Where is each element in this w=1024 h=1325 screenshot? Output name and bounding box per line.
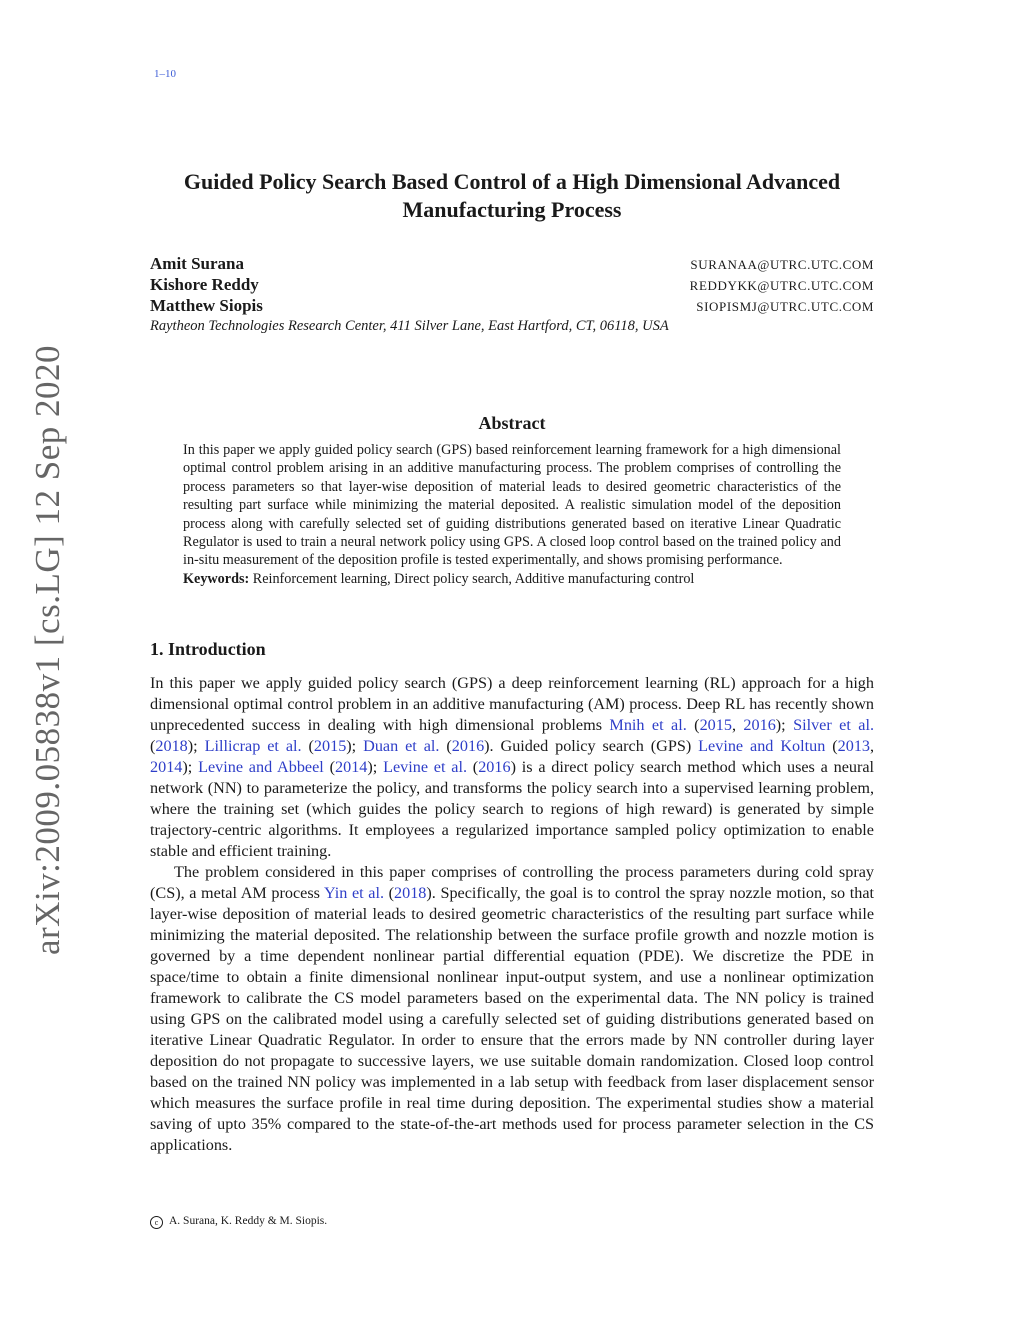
- text-run: );: [775, 716, 794, 734]
- text-run: (: [825, 737, 838, 755]
- text-run: ,: [731, 716, 744, 734]
- text-run: ). Guided policy search (GPS): [484, 737, 699, 755]
- text-run: (: [686, 716, 700, 734]
- abstract-heading: Abstract: [478, 413, 546, 433]
- intro-paragraph-1: [150, 673, 874, 862]
- title-line-1: Guided Policy Search Based Control of a High Dimensional Advanced: [183, 169, 841, 194]
- text-run: ) is a direct policy search method which uses a neural network (NN) to parameterize the policy, and transforms the policy search into a supervised learning problem, where the training set (which guides the policy search to regions of high reward) is generated by simple trajectory-centric algorithms. It employees a regularized importance sampled policy optimization to enable stable and efficient training.: [150, 758, 875, 860]
- text-run: (: [150, 737, 156, 755]
- text-run: );: [182, 758, 199, 776]
- citation-link[interactable]: 2018: [155, 737, 188, 755]
- author-row: [150, 275, 874, 296]
- author-row: [150, 296, 874, 317]
- text-run: ,: [870, 737, 875, 755]
- abstract-body: [183, 441, 841, 588]
- citation-link[interactable]: Mnih et al.: [609, 716, 687, 734]
- title-line-2: Manufacturing Process: [402, 197, 622, 222]
- citation-link[interactable]: Duan et al.: [363, 737, 440, 755]
- author-email[interactable]: REDDYKK@UTRC.UTC.COM: [689, 278, 874, 293]
- affiliation: Raytheon Technologies Research Center, 411 Silver Lane, East Hartford, CT, 06118, USA: [150, 318, 669, 334]
- citation-link[interactable]: 2014: [335, 758, 368, 776]
- paper-title: [150, 168, 874, 224]
- citation-link[interactable]: 2018: [394, 884, 427, 902]
- introduction-body: [150, 673, 874, 1156]
- citation-link[interactable]: 2013: [837, 737, 870, 755]
- keywords: [183, 570, 841, 588]
- text-run: (: [301, 737, 314, 755]
- footer-text: A. Surana, K. Reddy & M. Siopis.: [169, 1215, 328, 1227]
- abstract-text: In this paper we apply guided policy search (GPS) based reinforcement learning framework for a high dimensional optimal control problem arising in an additive manufacturing process. The problem comprises of controlling the process parameters so that layer-wise deposition of material leads to desired geometric characteristics of the resulting part surface while minimizing the material deposited. A realistic simulation model of the deposition process along with carefully selected set of guiding distributions generated based on iterative Linear Quadratic Regulator is used to train a neural network policy using GPS. A closed loop control based on the trained policy and in-situ measurement of the deposition profile is tested experimentally, and shows promising performance.: [183, 442, 841, 569]
- author-name: Kishore Reddy: [150, 275, 259, 294]
- citation-link[interactable]: 2016: [451, 737, 485, 755]
- citation-link[interactable]: 2014: [150, 758, 183, 776]
- citation-link[interactable]: Yin et al.: [323, 884, 384, 902]
- citation-link[interactable]: 2016: [743, 716, 776, 734]
- intro-paragraph-2: [150, 862, 874, 1156]
- text-run: (: [323, 758, 335, 776]
- text-run: (: [439, 737, 452, 755]
- text-run: The problem considered in this paper comprises of controlling the process parameters during cold spray (CS), a metal AM process: [150, 863, 874, 902]
- author-email[interactable]: SIOPISMJ@UTRC.UTC.COM: [696, 299, 874, 314]
- keywords-list: Reinforcement learning, Direct policy search, Additive manufacturing control: [252, 570, 695, 587]
- author-block: [150, 254, 874, 335]
- citation-link[interactable]: 2015: [313, 737, 347, 755]
- text-run: );: [346, 737, 364, 755]
- text-run: In this paper we apply guided policy search (GPS) a deep reinforcement learning (RL) approach for a high dimensional optimal control problem in an additive manufacturing (AM) process. Deep RL has recently shown unprecedented success in dealing with high dimensional problems: [150, 674, 874, 734]
- citation-link[interactable]: 2016: [478, 758, 511, 776]
- citation-link[interactable]: Levine et al.: [383, 758, 467, 776]
- citation-link[interactable]: Lillicrap et al.: [204, 737, 302, 755]
- copyright-footer: [150, 1215, 327, 1229]
- section-heading-introduction: 1. Introduction: [150, 639, 266, 659]
- text-run: );: [187, 737, 205, 755]
- text-run: (: [467, 758, 479, 776]
- text-run: ). Specifically, the goal is to control the spray nozzle motion, so that layer-wise deposition of material leads to desired geometric characteristics of the resulting part surface while minimizing the material deposited. The relationship between the surface profile growth and nozzle motion is governed by a time dependent nonlinear partial differential equation (PDE). We discretize the PDE in space/time to obtain a finite dimensional nonlinear input-output system, and use a nonlinear optimization framework to calibrate the CS model parameters based on the experimental data. The NN policy is trained using GPS on the calibrated model using a carefully selected set of guiding distributions generated based on iterative Linear Quadratic Regulator. In order to ensure that the errors made by NN controller during layer deposition do not propagate to successive layers, we use suitable domain randomization. Closed loop control based on the trained NN policy was implemented in a lab setup with feedback from laser displacement sensor which measures the surface profile in real time during deposition. The experimental studies show a material saving of upto 35% compared to the state-of-the-art methods used for process parameter selection in the CS applications.: [150, 884, 875, 1154]
- citation-link[interactable]: 2015: [699, 716, 732, 734]
- keywords-label: Keywords:: [183, 570, 250, 587]
- page-number: 1–10: [154, 68, 176, 80]
- citation-link[interactable]: Levine and Koltun: [698, 737, 826, 755]
- author-name: Matthew Siopis: [150, 296, 263, 315]
- text-run: (: [384, 884, 395, 902]
- citation-link[interactable]: Silver et al.: [793, 716, 875, 734]
- copyright-icon: c: [150, 1216, 163, 1229]
- author-email[interactable]: SURANAA@UTRC.UTC.COM: [690, 257, 874, 272]
- citation-link[interactable]: Levine and Abbeel: [198, 758, 324, 776]
- author-row: [150, 254, 874, 275]
- text-run: );: [367, 758, 384, 776]
- author-name: Amit Surana: [150, 254, 244, 273]
- arxiv-stamp-text: arXiv:2009.05838v1 [cs.LG] 12 Sep 2020: [28, 344, 67, 956]
